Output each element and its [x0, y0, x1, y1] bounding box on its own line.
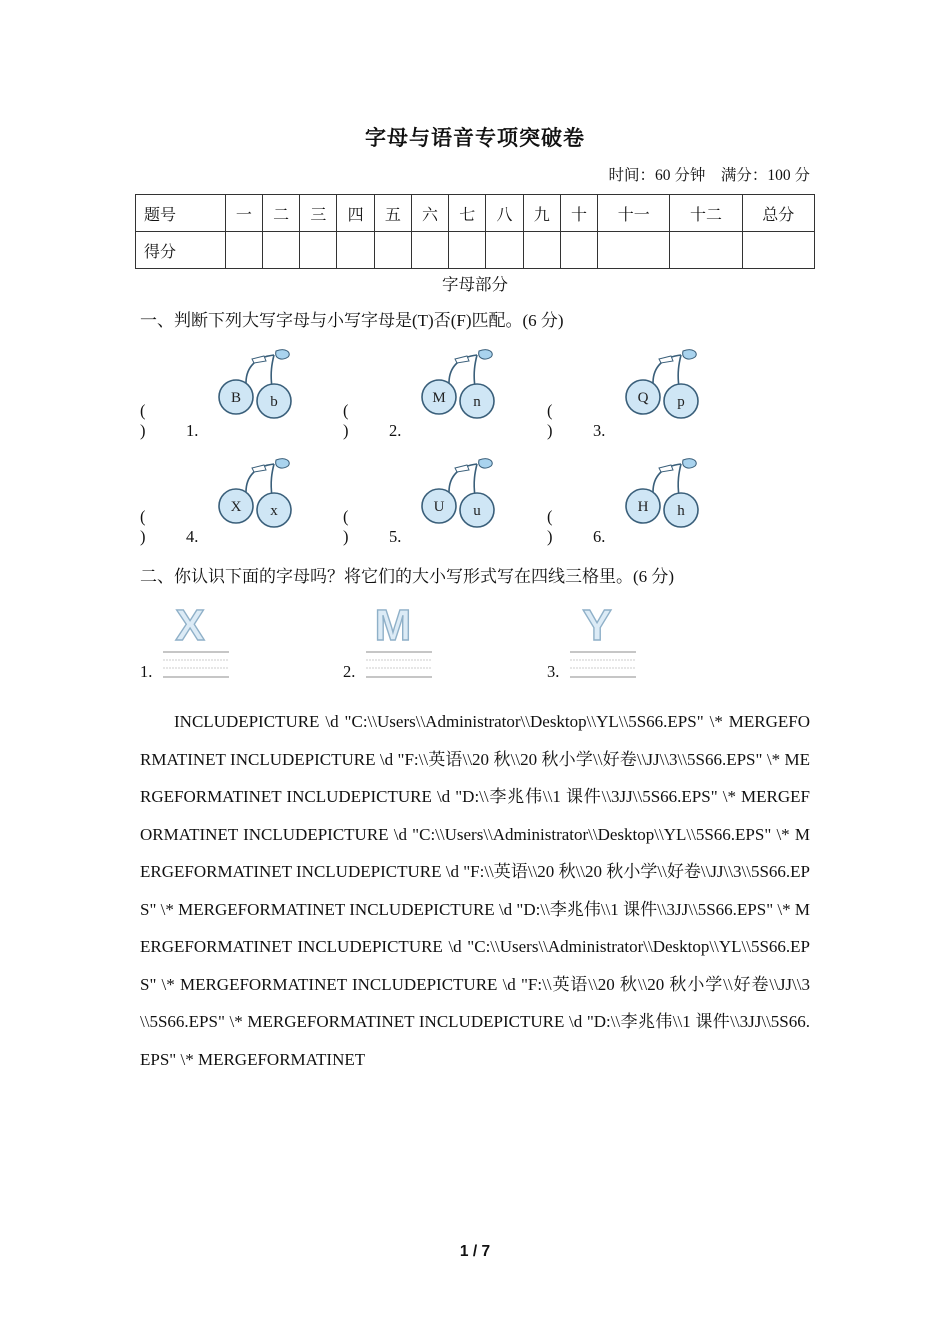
score-cell[interactable] — [449, 232, 486, 269]
lowercase-letter: u — [473, 503, 481, 519]
table-cell: 总分 — [742, 195, 814, 232]
cherry-item-label — [547, 507, 605, 547]
uppercase-letter: Q — [637, 390, 649, 406]
item-number: 1. — [186, 421, 199, 440]
score-cell[interactable] — [300, 232, 337, 269]
section-title: 字母部分 — [442, 275, 508, 294]
table-cell: 一 — [225, 195, 262, 232]
lowercase-letter: x — [270, 503, 278, 519]
open-paren: ( — [343, 507, 349, 526]
lowercase-letter: b — [270, 394, 278, 410]
score-cell[interactable] — [225, 232, 262, 269]
score-cell[interactable] — [523, 232, 560, 269]
open-paren: ( — [547, 507, 553, 526]
close-paren: ) — [547, 527, 553, 546]
open-paren: ( — [343, 401, 349, 420]
answer-blank[interactable] — [140, 401, 182, 441]
page-title: 字母与语音专项突破卷 — [365, 126, 585, 150]
letter-picture-icon — [365, 598, 421, 648]
open-paren: ( — [140, 507, 146, 526]
close-paren: ) — [140, 527, 146, 546]
answer-blank[interactable] — [547, 507, 589, 547]
cherry-icon — [623, 343, 703, 421]
item-number: 2. — [343, 662, 356, 681]
letter-glyph: Y — [582, 601, 612, 648]
question-1-heading: 一、判断下列大写字母与小写字母是(T)否(F)匹配。(6 分) — [140, 311, 564, 330]
letter-picture-icon — [162, 598, 218, 648]
lowercase-letter: h — [677, 503, 685, 519]
close-paren: ) — [140, 421, 146, 440]
table-cell: 十二 — [670, 195, 742, 232]
table-cell: 八 — [486, 195, 523, 232]
question-2-heading: 二、你认识下面的字母吗？将它们的大小写形式写在四线三格里。(6 分) — [140, 567, 675, 586]
letter-glyph: M — [374, 601, 412, 648]
score-table-score-row — [136, 232, 815, 269]
cherry-icon — [623, 452, 703, 530]
close-paren: ) — [547, 421, 553, 440]
four-line-writing-grid[interactable] — [366, 650, 432, 680]
table-cell: 五 — [374, 195, 411, 232]
table-cell: 九 — [523, 195, 560, 232]
score-table-header-row — [136, 195, 815, 232]
answer-blank[interactable] — [140, 507, 182, 547]
score-cell[interactable] — [411, 232, 448, 269]
cherry-icon — [419, 452, 499, 530]
item-number: 6. — [593, 527, 606, 546]
item-number: 2. — [389, 421, 402, 440]
score-cell[interactable] — [263, 232, 300, 269]
open-paren: ( — [547, 401, 553, 420]
score-cell[interactable] — [742, 232, 814, 269]
lowercase-letter: p — [677, 394, 685, 410]
page-number: 1 / 7 — [459, 1243, 491, 1260]
score-cell[interactable] — [598, 232, 670, 269]
table-cell: 六 — [411, 195, 448, 232]
table-cell: 十 — [560, 195, 597, 232]
item-number: 1. — [140, 662, 153, 681]
cherry-item-label — [140, 507, 198, 547]
cherry-icon — [216, 343, 296, 421]
uppercase-letter: X — [230, 499, 242, 515]
table-cell: 十一 — [598, 195, 670, 232]
table-cell: 四 — [337, 195, 374, 232]
item-number: 3. — [593, 421, 606, 440]
open-paren: ( — [140, 401, 146, 420]
item-number: 3. — [547, 662, 560, 681]
cherry-item-label — [343, 401, 401, 441]
uppercase-letter: M — [432, 390, 446, 406]
score-cell[interactable] — [560, 232, 597, 269]
time-info: 时间：60 分钟 满分：100 分 — [608, 167, 810, 184]
uppercase-letter: H — [637, 499, 649, 515]
score-cell[interactable] — [486, 232, 523, 269]
letter-glyph: X — [175, 601, 205, 648]
cherry-item-label — [547, 401, 605, 441]
letter-picture-icon — [569, 598, 625, 648]
close-paren: ) — [343, 527, 349, 546]
answer-blank[interactable] — [547, 401, 589, 441]
table-cell: 得分 — [136, 232, 226, 269]
score-cell[interactable] — [337, 232, 374, 269]
score-cell[interactable] — [670, 232, 742, 269]
table-cell: 二 — [263, 195, 300, 232]
close-paren: ) — [343, 421, 349, 440]
cherry-icon — [216, 452, 296, 530]
four-line-writing-grid[interactable] — [570, 650, 636, 680]
answer-blank[interactable] — [343, 507, 385, 547]
table-cell: 七 — [449, 195, 486, 232]
score-table — [135, 194, 815, 269]
uppercase-letter: B — [230, 390, 242, 406]
lowercase-letter: n — [473, 394, 481, 410]
answer-blank[interactable] — [343, 401, 385, 441]
item-number: 4. — [186, 527, 199, 546]
score-cell[interactable] — [374, 232, 411, 269]
uppercase-letter: U — [433, 499, 445, 515]
cherry-icon — [419, 343, 499, 421]
table-cell: 题号 — [136, 195, 226, 232]
field-code-text: INCLUDEPICTURE \d "C:\\Users\\Administrator\\Desktop\\YL\\5S66.EPS" \* MERGEFORMATINET INCLUDEPICTURE \d "F:\\英语\\20 秋\\20 秋小学\\好卷\\JJ\\3\\5S66.EPS" \* MERGEFORMATINET INCLUDEPICTURE \d "D:\\李兆伟\\1 课件\\3JJ\\5S66.EPS" \* MERGEFORMATINET INCLUDEPICTURE \d "C:\\Users\\Administrator\\Desktop\\YL\\5S66.EPS" \* MERGEFORMATINET INCLUDEPICTURE \d "F:\\英语\\20 秋\\20 秋小学\\好卷\\JJ\\3\\5S66.EPS" \* MERGEFORMATINET INCLUDEPICTURE \d "D:\\李兆伟\\1 课件\\3JJ\\5S66.EPS" \* MERGEFORMATINET INCLUDEPICTURE \d "C:\\Users\\Administrator\\Desktop\\YL\\5S66.EPS" \* MERGEFORMATINET INCLUDEPICTURE \d "F:\\英语\\20 秋\\20 秋小学\\好卷\\JJ\\3\\5S66.EPS" \* MERGEFORMATINET INCLUDEPICTURE \d "D:\\李兆伟\\1 课件\\3JJ\\5S66.EPS" \* MERGEFORMATINET — [140, 712, 810, 1069]
table-cell: 三 — [300, 195, 337, 232]
cherry-item-label — [140, 401, 198, 441]
four-line-writing-grid[interactable] — [163, 650, 229, 680]
item-number: 5. — [389, 527, 402, 546]
cherry-item-label — [343, 507, 401, 547]
